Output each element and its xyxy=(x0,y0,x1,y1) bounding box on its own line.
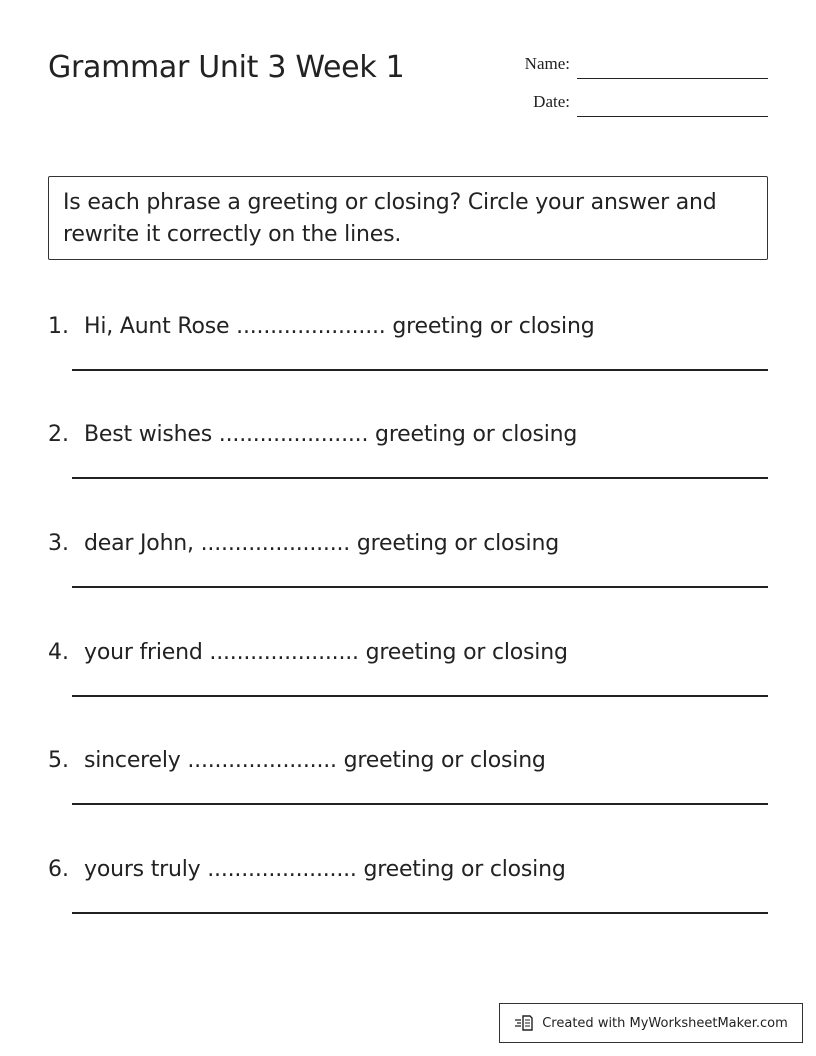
question-number: 1. xyxy=(48,314,69,339)
date-field xyxy=(480,92,768,122)
answer-line[interactable] xyxy=(72,803,768,805)
question-3 xyxy=(48,531,768,591)
question-number: 3. xyxy=(48,531,69,556)
question-4 xyxy=(48,640,768,700)
question-1 xyxy=(48,314,768,374)
page-title: Grammar Unit 3 Week 1 xyxy=(48,50,405,85)
name-line[interactable] xyxy=(577,78,768,79)
question-6 xyxy=(48,857,768,917)
question-text: sincerely ...................... greeting or closing xyxy=(84,748,546,773)
question-text: yours truly ...................... greeting or closing xyxy=(84,857,566,882)
question-number: 2. xyxy=(48,422,69,447)
answer-line[interactable] xyxy=(72,369,768,371)
question-number: 4. xyxy=(48,640,69,665)
question-2 xyxy=(48,422,768,482)
answer-line[interactable] xyxy=(72,912,768,914)
question-number: 6. xyxy=(48,857,69,882)
question-text: your friend ...................... greeting or closing xyxy=(84,640,568,665)
question-text: dear John, ...................... greeting or closing xyxy=(84,531,559,556)
footer-credit xyxy=(499,1003,803,1043)
date-line[interactable] xyxy=(577,116,768,117)
question-text: Best wishes ...................... greeting or closing xyxy=(84,422,578,447)
name-label: Name: xyxy=(524,54,570,73)
answer-line[interactable] xyxy=(72,695,768,697)
name-field xyxy=(480,54,768,84)
footer-text: Created with MyWorksheetMaker.com xyxy=(542,1015,788,1031)
answer-line[interactable] xyxy=(72,586,768,588)
date-label: Date: xyxy=(533,92,570,111)
question-5 xyxy=(48,748,768,808)
answer-line[interactable] xyxy=(72,477,768,479)
question-text: Hi, Aunt Rose ...................... greeting or closing xyxy=(84,314,595,339)
instructions-box: Is each phrase a greeting or closing? Circle your answer and rewrite it correctly on the lines. xyxy=(48,176,768,260)
worksheet-logo-icon xyxy=(514,1013,536,1033)
question-number: 5. xyxy=(48,748,69,773)
